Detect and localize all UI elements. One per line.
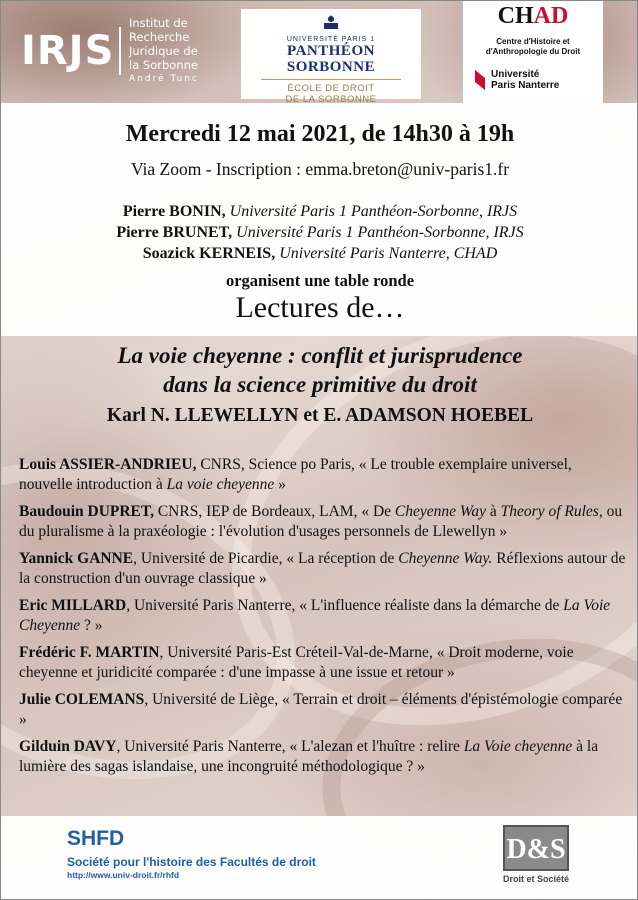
droit-et-societe-logo: D&S Droit et Société <box>496 825 576 884</box>
book-authors: Karl N. LLEWELLYN et E. ADAMSON HOEBEL <box>106 405 534 426</box>
nanterre-logo: Université Paris Nanterre <box>469 69 597 91</box>
talk-item: Louis ASSIER-ANDRIEU, CNRS, Science po Paris, « Le trouble exemplaire universel, nouvelle introduction à La voie cheyenne » <box>19 456 572 493</box>
talk-item: Baudouin DUPRET, CNRS, IEP de Bordeaux, LAM, « De Cheyenne Way à Theory of Rules, ou du pluralisme à la praxéologie : l'évolution d'usages personnels de Llewellyn » <box>19 503 623 540</box>
irjs-mark: IRJS <box>21 27 121 75</box>
event-date: Mercredi 12 mai 2021, de 14h30 à 19h <box>125 121 515 147</box>
talk-item: Eric MILLARD, Université Paris Nanterre, « L'influence réaliste dans la démarche de La Voie Cheyenne ? » <box>19 597 611 634</box>
shfd-link[interactable]: http://www.univ-droit.fr/rhfd <box>67 870 180 880</box>
intro-line: organisent une table ronde <box>225 271 415 290</box>
talk-list <box>19 455 627 784</box>
book-title: La voie cheyenne : conflit et jurisprudence dans la science primitive du droit <box>117 343 523 397</box>
shfd-logo: SHFD Société pour l'histoire des Facultés de droit http://www.univ-droit.fr/rhfd <box>67 827 316 880</box>
irjs-logo <box>21 13 239 89</box>
chad-logo <box>463 1 603 103</box>
organizer: Soazick KERNEIS, Université Paris Nanterre, CHAD <box>142 245 498 262</box>
organizer: Pierre BRUNET, Université Paris 1 Panthéon-Sorbonne, IRJS <box>116 224 524 241</box>
sorbonne-logo: UNIVERSITÉ PARIS 1 PANTHÉON SORBONNE ÉCOLE DE DROIT DE LA SORBONNE <box>241 9 421 99</box>
organizers <box>1 201 638 264</box>
divider <box>261 79 401 80</box>
page-title: Lectures de… <box>235 291 405 324</box>
organizer: Pierre BONIN, Université Paris 1 Panthéon-Sorbonne, IRJS <box>122 203 518 220</box>
irjs-name: Institut de Recherche Juridique de la Sorbonne André Tunc <box>129 16 199 84</box>
talk-item: Yannick GANNE, Université de Picardie, « La réception de Cheyenne Way. Réflexions autour de la construction d'un ouvrage classique » <box>19 550 626 587</box>
sorbonne-crest-icon <box>241 15 421 33</box>
nanterre-mark-icon <box>475 70 485 90</box>
event-access: Via Zoom - Inscription : emma.breton@univ-paris1.fr <box>130 159 510 179</box>
talk-item: Frédéric F. MARTIN, Université Paris-Est Créteil-Val-de-Marne, « Droit moderne, voie cheyenne et juridicité comparée : d'une impasse à une issue et retour » <box>19 644 574 681</box>
talk-item: Gilduin DAVY, Université Paris Nanterre, « L'alezan et l'huître : relire La Voie cheyenne à la lumière des sagas islandaise, une incongruité méthodologique ? » <box>19 738 599 775</box>
chad-subtitle: Centre d'Histoire et d'Anthropologie du Droit <box>485 37 581 56</box>
talk-item: Julie COLEMANS, Université de Liège, « Terrain et droit – éléments d'épistémologie comparée » <box>19 691 623 728</box>
chad-title: CHAD <box>497 3 569 29</box>
